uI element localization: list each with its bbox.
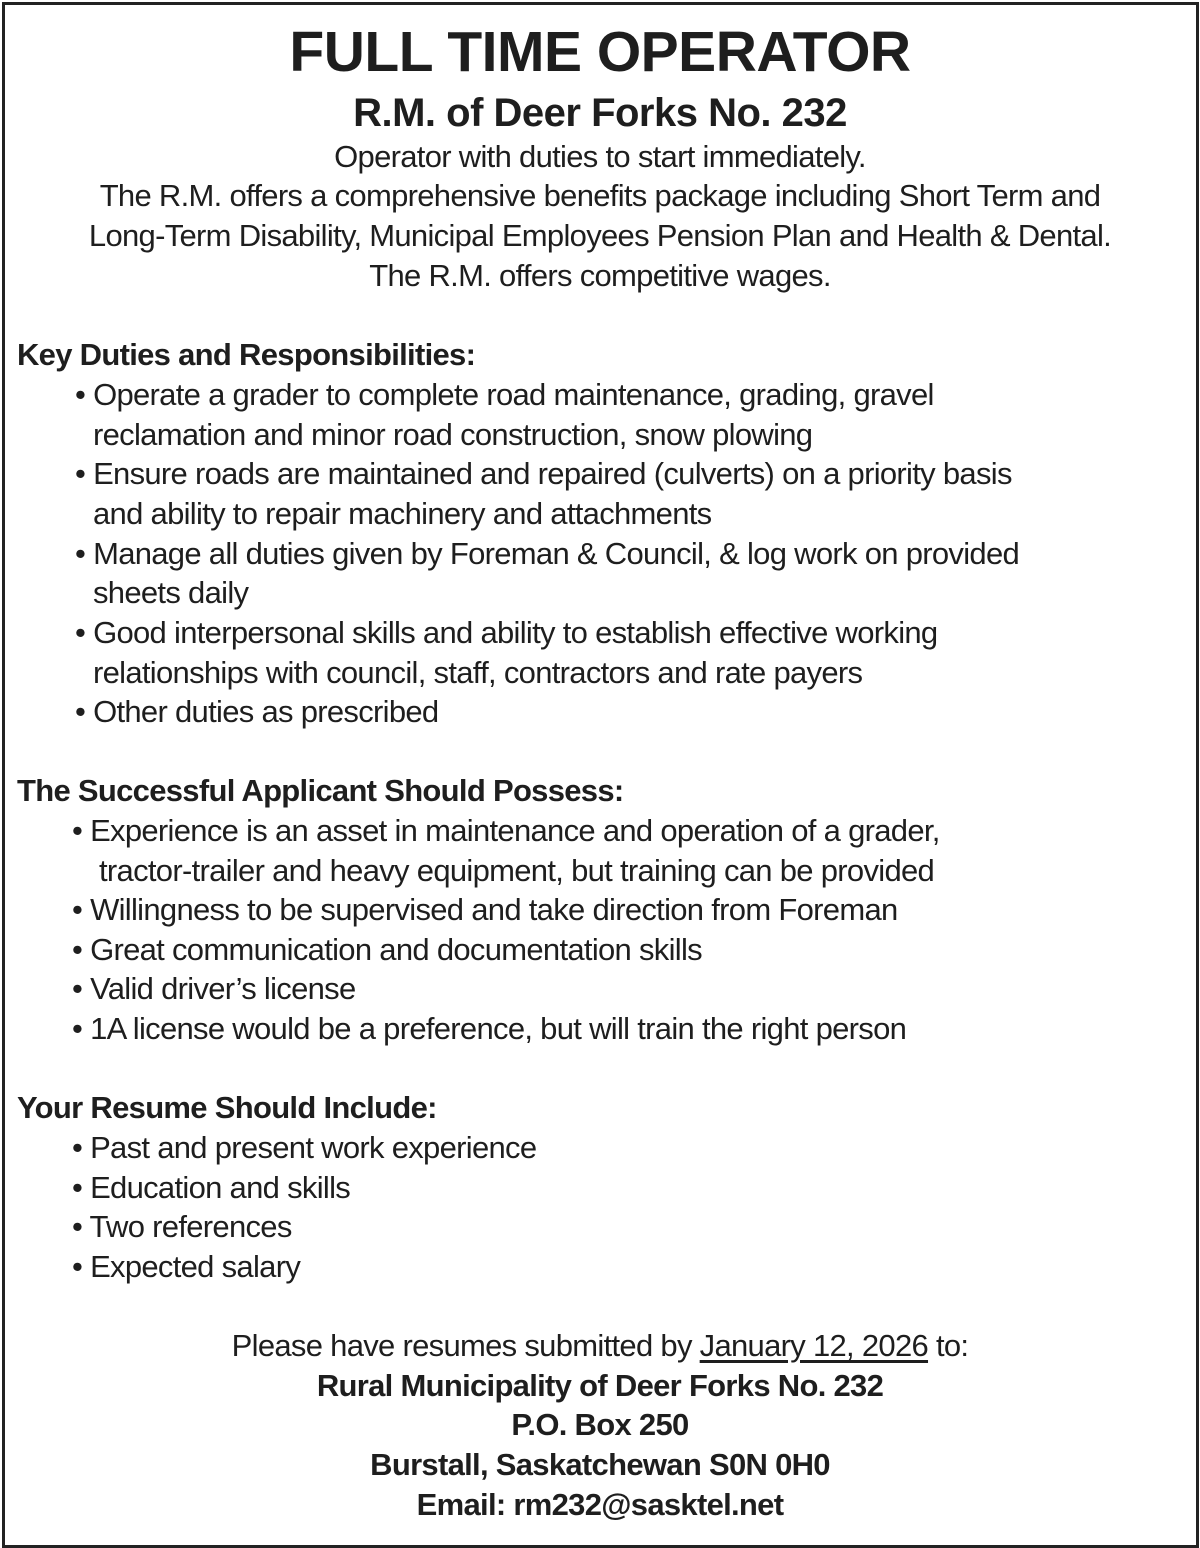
intro-line: The R.M. offers competitive wages. (369, 258, 831, 293)
resume-item: • Past and present work experience (72, 1130, 537, 1165)
duty-item: • Other duties as prescribed (75, 694, 439, 729)
qualification-item: • Willingness to be supervised and take direction from Foreman (72, 892, 898, 927)
qualification-item-cont: tractor-trailer and heavy equipment, but training can be provided (99, 853, 935, 888)
section-heading-resume: Your Resume Should Include: (17, 1090, 437, 1125)
page-title: FULL TIME OPERATOR (289, 20, 911, 84)
contact-po-box: P.O. Box 250 (511, 1407, 689, 1442)
intro-line: The R.M. offers a comprehensive benefits package including Short Term and (99, 178, 1101, 213)
submission-deadline: January 12, 2026 (699, 1328, 929, 1363)
section-heading-qualifications: The Successful Applicant Should Possess: (17, 773, 624, 808)
duty-item-cont: sheets daily (93, 575, 249, 610)
duty-item-cont: and ability to repair machinery and attachments (93, 496, 712, 531)
qualification-item: • Experience is an asset in maintenance and operation of a grader, (72, 813, 940, 848)
duty-item-cont: relationships with council, staff, contractors and rate payers (93, 655, 863, 690)
submission-prefix: Please have resumes submitted by (231, 1328, 700, 1363)
duty-item: • Operate a grader to complete road maintenance, grading, gravel (75, 377, 934, 412)
page-subtitle: R.M. of Deer Forks No. 232 (353, 91, 847, 135)
contact-organization: Rural Municipality of Deer Forks No. 232 (316, 1368, 884, 1403)
resume-item: • Education and skills (72, 1170, 351, 1205)
duty-item: • Manage all duties given by Foreman & Council, & log work on provided (75, 536, 1020, 571)
section-heading-duties: Key Duties and Responsibilities: (17, 337, 476, 372)
contact-email[interactable]: Email: rm232@sasktel.net (416, 1487, 784, 1522)
resume-item: • Expected salary (72, 1249, 301, 1284)
qualification-item: • 1A license would be a preference, but will train the right person (72, 1011, 907, 1046)
submission-suffix: to: (928, 1328, 969, 1363)
intro-line: Long-Term Disability, Municipal Employees Pension Plan and Health & Dental. (88, 218, 1112, 253)
duty-item-cont: reclamation and minor road construction, snow plowing (93, 417, 813, 452)
duty-item: • Good interpersonal skills and ability to establish effective working (75, 615, 938, 650)
submission-instructions (0, 1326, 1200, 1366)
intro-line: Operator with duties to start immediately. (334, 139, 866, 174)
resume-item: • Two references (72, 1209, 292, 1244)
qualification-item: • Great communication and documentation skills (72, 932, 702, 967)
duty-item: • Ensure roads are maintained and repaired (culverts) on a priority basis (75, 456, 1012, 491)
contact-address: Burstall, Saskatchewan S0N 0H0 (370, 1447, 830, 1482)
qualification-item: • Valid driver’s license (72, 971, 356, 1006)
